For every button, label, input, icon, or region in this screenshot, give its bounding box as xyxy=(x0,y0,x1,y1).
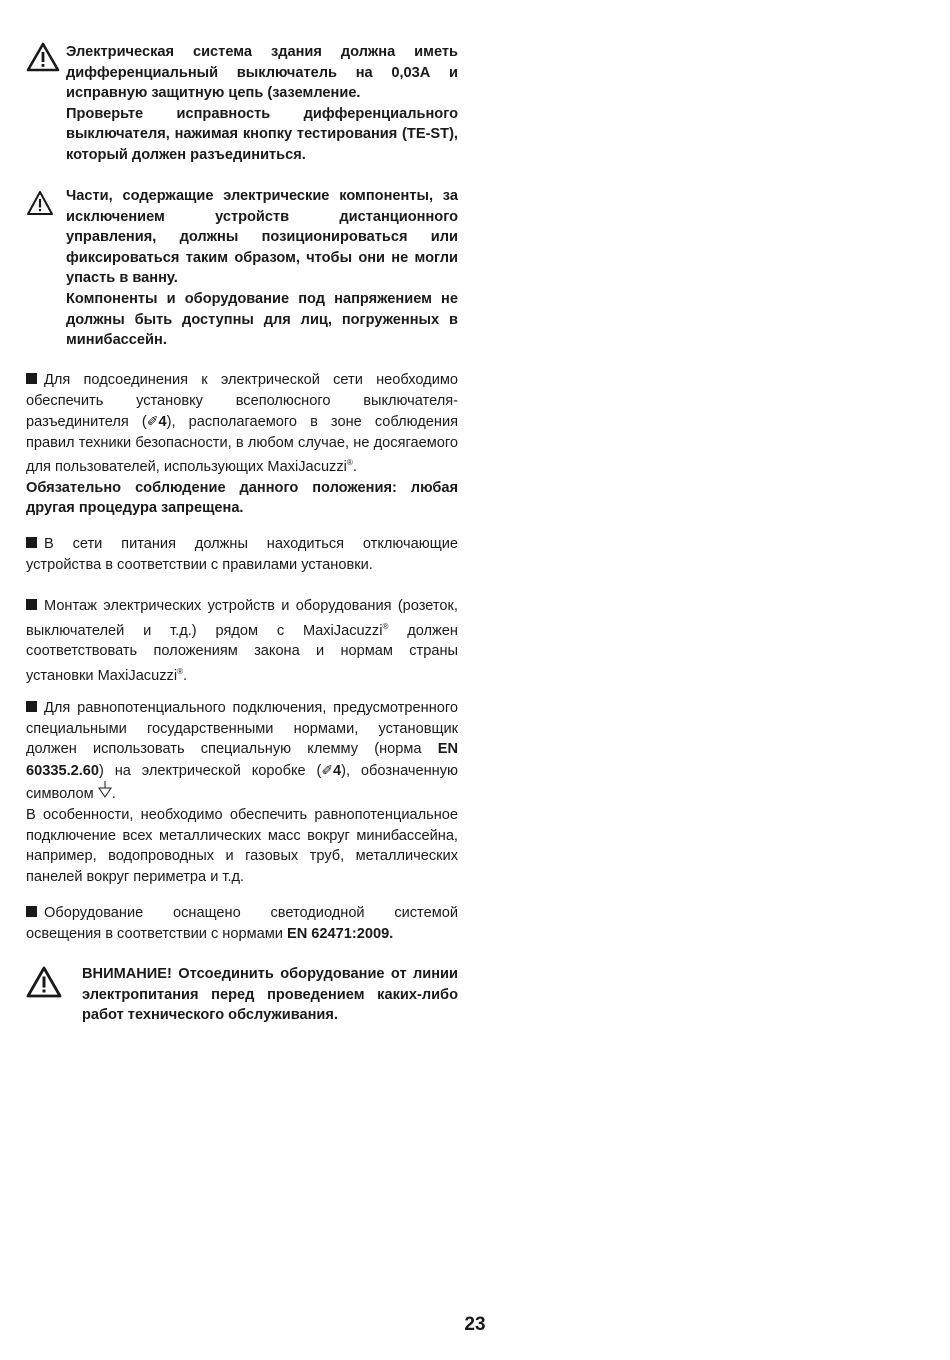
pencil-icon: ✐ xyxy=(146,413,159,430)
paragraph-5-text: Оборудование оснащено светодиодной системой освещения в соответствии с нормами xyxy=(26,905,458,942)
paragraph-1-text-a: Для подсоединения к электрической сети необходимо обеспечить установку всеполюсного выключателя-разъединителя ( xyxy=(26,372,458,431)
paragraph-3-text-c: . xyxy=(182,667,188,684)
paragraph-4-text-b: ) на электрической коробке ( xyxy=(99,762,322,779)
warning-block-3 xyxy=(26,964,458,1026)
registered-mark: ® xyxy=(177,666,183,676)
paragraph-4-text-e: В особенности, необходимо обеспечить равнопотенциальное подключение всех металлических масс вокруг минибассейна, например, водопроводных и газовых труб, металлических панелей вокруг периметра и т.д. xyxy=(26,806,458,885)
bullet-square-icon xyxy=(26,906,37,917)
paragraph-1-text-c: . xyxy=(352,459,357,476)
pencil-icon: ✐ xyxy=(321,761,334,778)
norm-reference: EN 60335.2.60 xyxy=(26,741,458,779)
bullet-square-icon xyxy=(26,701,37,712)
warning-3-text: ВНИМАНИЕ! Отсоединить оборудование от линии электропитания перед проведением каких-либо работ технического обслуживания. xyxy=(82,966,458,1024)
warning-triangle-icon xyxy=(26,190,54,216)
registered-mark: ® xyxy=(382,621,389,631)
paragraph-3-text-a: Монтаж электрических устройств и оборудования (розеток, выключателей и т.д.) рядом с MaxiJacuzzi xyxy=(26,598,458,639)
paragraph-2 xyxy=(26,534,458,575)
paragraph-5 xyxy=(26,903,458,944)
warning-2-text-a: Части, содержащие электрические компоненты, за исключением устройств дистанционного управления, должны позиционироваться или фиксироваться таким образом, чтобы они не могли упасть в ванну. xyxy=(66,188,458,287)
paragraph-3-text-b: должен соответствовать положениям закона и нормам страны установки MaxiJacuzzi xyxy=(26,622,458,684)
paragraph-2-text: В сети питания должны находиться отключающие устройства в соответствии с правилами установки. xyxy=(26,536,458,573)
page-number: 23 xyxy=(464,1314,486,1335)
warning-block-1 xyxy=(26,42,458,166)
paragraph-4-text-c: ), обозначенную символом xyxy=(26,762,458,803)
paragraph-4-text-d: . xyxy=(111,786,116,803)
paragraph-3 xyxy=(26,596,458,686)
warning-2-text-b: Компоненты и оборудование под напряжением не должны быть доступны для лиц, погруженных в минибассейн. xyxy=(66,290,458,349)
paragraph-1-bold-note: Обязательно соблюдение данного положения: любая другая процедура запрещена. xyxy=(26,479,458,517)
paragraph-4-text-a: Для равнопотенциального подключения, предусмотренного специальными государственными нормами, установщик должен использовать специальную клемму (норма xyxy=(26,700,458,758)
bullet-square-icon xyxy=(26,537,37,548)
warning-triangle-icon xyxy=(26,42,60,72)
equipotential-symbol-icon xyxy=(98,781,112,799)
warning-1-text-b: Проверьте исправность дифференциального выключателя, нажимая кнопку тестирования (TE-ST), который должен разъединиться. xyxy=(66,105,458,163)
bullet-square-icon xyxy=(26,373,37,384)
bullet-square-icon xyxy=(26,599,37,610)
registered-mark: ® xyxy=(346,458,353,468)
norm-reference: EN 62471:2009. xyxy=(286,925,394,942)
figure-reference: 4 xyxy=(158,414,167,431)
paragraph-4 xyxy=(26,698,458,887)
figure-reference: 4 xyxy=(333,762,342,779)
paragraph-1 xyxy=(26,370,458,519)
warning-1-text-a: Электрическая система здания должна иметь дифференциальный выключатель на 0,03А и исправную защитную цепь (заземление. xyxy=(66,44,458,102)
warning-block-2 xyxy=(26,186,458,351)
paragraph-1-text-b: ), располагаемого в зоне соблюдения правил техники безопасности, в любом случае, не досягаемого для пользователей, использующих MaxiJacuzzi xyxy=(26,414,459,476)
warning-triangle-icon xyxy=(26,966,62,998)
